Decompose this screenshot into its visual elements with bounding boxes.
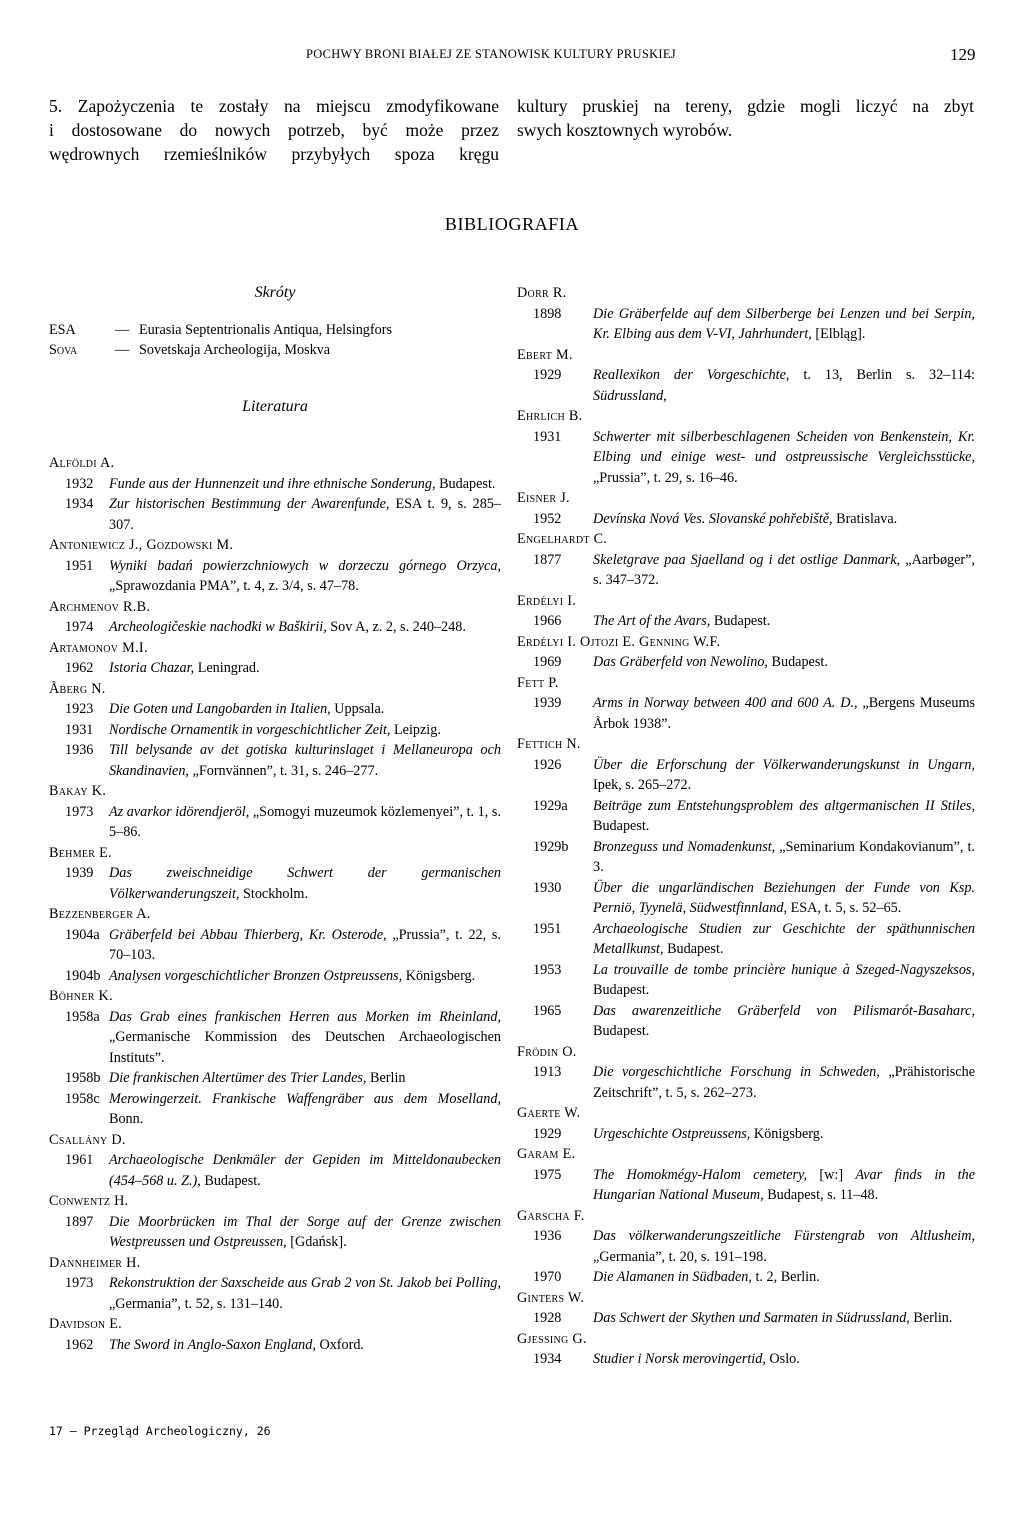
- entry-publication: „Germania”, t. 20, s. 191–198.: [593, 1248, 767, 1265]
- section-title: BIBLIOGRAFIA: [444, 214, 580, 234]
- entry-text: [109, 720, 501, 741]
- entry-text: [593, 693, 975, 734]
- entry-text: [593, 1267, 975, 1288]
- abbreviation-row: [49, 320, 501, 341]
- bibliography-entry: [49, 658, 501, 679]
- entry-author: Engelhardt C.: [517, 531, 608, 547]
- bibliography-entry: [517, 1062, 975, 1103]
- entry-author: Csallány D.: [49, 1131, 126, 1148]
- entry-publication: Budapest.: [771, 654, 828, 670]
- entry-year: 1961: [65, 1152, 94, 1168]
- entry-year: 1958c: [65, 1090, 100, 1107]
- entry-author: Ehrlich B.: [517, 408, 583, 424]
- entry-author: Garscha F.: [517, 1207, 585, 1224]
- entry-publication: Ipek, s. 265–272.: [593, 777, 692, 793]
- entry-year: 1969: [533, 654, 562, 670]
- entry-text: [109, 658, 501, 679]
- entry-publication: Sov A, z. 2, s. 240–248.: [330, 619, 466, 635]
- bibliography-entry: [517, 960, 975, 1001]
- entry-year: 1904b: [65, 967, 101, 984]
- entry-publication: t. 13, Berlin s. 32–114:: [803, 367, 975, 383]
- bibliography-entry: [49, 740, 501, 781]
- entry-publication: Bonn.: [109, 1111, 144, 1127]
- entry-year: 1930: [533, 879, 562, 896]
- entry-title: Über die ungarländischen Beziehungen der Funde von Ksp. Perniö, Tyynelä, Südwestfinnland,: [593, 879, 975, 916]
- bibliography-entry: [49, 474, 501, 495]
- entry-text: [109, 863, 501, 904]
- entry-text: [109, 1273, 501, 1314]
- entry-author: Alföldi A.: [49, 455, 115, 471]
- entry-publication: „Prussia”, t. 22, s. 70–103.: [109, 926, 501, 963]
- entry-title: Beiträge zum Entstehungsproblem des altgermanischen II Stiles,: [593, 797, 975, 814]
- entry-text: [109, 966, 501, 987]
- entry-year: 1951: [65, 557, 94, 574]
- entry-publication: Budapest.: [593, 982, 650, 998]
- entry-year: 1904a: [65, 926, 100, 943]
- bibliography-entry: [49, 1212, 501, 1253]
- bibliography-entry: [517, 365, 975, 406]
- entry-year: 1932: [65, 475, 94, 492]
- right-entry-list: [517, 283, 975, 1370]
- entry-author: Artamonov M.I.: [49, 639, 148, 656]
- entry-title: Archaeologische Studien zur Geschichte der späthunnischen Metallkunst,: [593, 920, 975, 957]
- entry-publication: Oxford.: [319, 1336, 364, 1353]
- entry-title: Die frankischen Altertümer des Trier Landes,: [109, 1070, 367, 1086]
- bibliography-entry: [517, 611, 975, 632]
- bibliography-entry: [517, 1124, 975, 1145]
- entry-author: Garam E.: [517, 1146, 576, 1162]
- entry-title: Das awarenzeitliche Gräberfeld von Pilismarót-Basaharc,: [593, 1002, 975, 1019]
- abbreviation-text: Sovetskaja Archeologija, Moskva: [139, 342, 331, 358]
- entry-author: Ebert M.: [517, 346, 573, 363]
- abbreviation-dash: —: [115, 342, 130, 358]
- entry-year: 1973: [65, 1275, 94, 1291]
- bibliography-entry: [49, 1068, 501, 1089]
- entry-publication: Uppsala.: [334, 701, 385, 717]
- entry-title: Devínska Nová Ves. Slovanské pohřebiště,: [593, 510, 833, 527]
- entry-author: Fett P.: [517, 674, 559, 691]
- entry-publication: [Elbląg].: [815, 326, 866, 342]
- entry-year: 1898: [533, 305, 562, 322]
- entry-year: 1929: [533, 1125, 562, 1142]
- entry-year: 1958a: [65, 1008, 100, 1025]
- entry-text: [109, 494, 501, 535]
- entry-publication: [w:]: [819, 1166, 856, 1183]
- entry-text: [109, 699, 501, 720]
- entry-publication: Leipzig.: [394, 721, 441, 738]
- entry-publication: „Fornvännen”, t. 31, s. 246–277.: [192, 762, 379, 779]
- entry-title: Das Gräberfeld von Newolino,: [593, 654, 768, 670]
- entry-publication: Stockholm.: [242, 885, 309, 902]
- bibliography-entry: [517, 693, 975, 734]
- entry-text: [593, 1001, 975, 1042]
- entry-publication: t. 2, Berlin.: [755, 1269, 820, 1285]
- entry-title: Die Gräberfelde auf dem Silberberge bei Lenzen und bei Serpin, Kr. Elbing aus dem V-VI, Jahrhundert,: [593, 305, 975, 342]
- entry-text: [593, 550, 975, 591]
- entry-author: Dannheimer H.: [49, 1254, 141, 1271]
- entry-title: Wyniki badań powierzchniowych w dorzeczu górnego Orzyca,: [109, 557, 501, 574]
- entry-title: Zur historischen Bestimmung der Awarenfunde,: [109, 496, 390, 512]
- bibliography-entry: [517, 1267, 975, 1288]
- bibliography-entry: [49, 699, 501, 720]
- entry-title: Nordische Ornamentik in vorgeschichtlicher Zeit,: [109, 721, 391, 738]
- entry-text: [593, 1226, 975, 1267]
- bibliography-entry: [49, 802, 501, 843]
- entry-title: Über die Erforschung der Völkerwanderungskunst in Ungarn,: [593, 756, 975, 773]
- bibliography-entry: [517, 1349, 975, 1370]
- entry-title: The Homokmégy-Halom cemetery,: [593, 1166, 808, 1183]
- entry-title: The Art of the Avars,: [593, 613, 711, 629]
- entry-year: 1939: [533, 695, 562, 711]
- entry-title: Till belysande av det gotiska kulturinslaget i Mellaneuropa och Skandinavien,: [109, 742, 501, 779]
- entry-publication: Königsberg.: [405, 967, 476, 984]
- entry-author: Fettich N.: [517, 736, 581, 752]
- entry-year: 1923: [65, 701, 94, 717]
- entry-publication: „Bergens Museums Årbok 1938”.: [593, 695, 976, 732]
- entry-year: 1953: [533, 961, 562, 978]
- bibliography-entry: [49, 925, 501, 966]
- entry-publication: „Prähistorische Zeitschrift”, t. 5, s. 262–273.: [593, 1064, 975, 1101]
- entry-title: Analysen vorgeschichtlicher Bronzen Ostpreussens,: [109, 967, 403, 984]
- note-left: [49, 94, 499, 166]
- entry-year: 1952: [533, 510, 562, 527]
- entry-year: 1929b: [533, 838, 569, 855]
- bibliography-entry: [49, 1089, 501, 1130]
- entry-title: Reallexikon der Vorgeschichte,: [593, 367, 790, 383]
- note-line: swych kosztownych wyrobów.: [517, 120, 733, 140]
- entry-title: Archaeologische Denkmäler der Gepiden im Mitteldonaubecken (454–568 u. Z.),: [109, 1152, 501, 1189]
- entry-publication: Budapest.: [593, 1023, 650, 1039]
- entry-title: Urgeschichte Ostpreussens,: [593, 1125, 751, 1142]
- entry-year: 1934: [533, 1351, 562, 1367]
- entry-author: Eisner J.: [517, 490, 570, 506]
- entry-publication: „Seminarium Kondakovianum”, t. 3.: [593, 838, 975, 875]
- entry-author: Conwentz H.: [49, 1193, 129, 1209]
- bibliography-entry: [49, 1007, 501, 1069]
- entry-text: [593, 304, 975, 345]
- bibliography-entry: [517, 919, 975, 960]
- bibliography-entry: [49, 494, 501, 535]
- entry-text: [109, 1089, 501, 1130]
- skroty-heading: Skróty: [254, 284, 296, 301]
- entry-year: 1973: [65, 803, 94, 820]
- entry-publication: Leningrad.: [197, 660, 260, 676]
- bibliography-entry: [49, 617, 501, 638]
- entry-publication-secondary: Budapest, s. 11–48.: [767, 1187, 879, 1203]
- entry-text: [109, 1150, 501, 1191]
- entry-year: 1929a: [533, 797, 568, 814]
- entry-text: [593, 919, 975, 960]
- entry-title-secondary: Avar finds in the Hungarian National Museum,: [593, 1166, 975, 1203]
- entry-text: [109, 556, 501, 597]
- entry-year: 1936: [533, 1228, 562, 1244]
- entry-publication: [Gdańsk].: [290, 1234, 347, 1250]
- entry-year: 1936: [65, 742, 94, 758]
- entry-text: [593, 837, 975, 878]
- literatura-heading: Literatura: [242, 397, 308, 415]
- entry-text: [593, 427, 975, 489]
- bibliography-entry: [517, 755, 975, 796]
- entry-title: Bronzeguss und Nomadenkunst,: [593, 838, 776, 855]
- entry-text: [109, 1212, 501, 1253]
- entry-year: 1931: [533, 428, 562, 445]
- entry-publication: Budapest.: [204, 1172, 261, 1189]
- bibliography-entry: [517, 1165, 975, 1206]
- abbreviation: ESA: [49, 321, 76, 338]
- entry-publication: Budapest.: [439, 475, 496, 492]
- entry-publication: Berlin.: [913, 1310, 953, 1326]
- entry-publication: ESA t. 9, s. 285–307.: [109, 496, 501, 533]
- entry-title: Das völkerwanderungszeitliche Fürstengrab von Altlusheim,: [593, 1228, 975, 1244]
- entry-text: [593, 1165, 975, 1206]
- entry-title: Das Grab eines frankischen Herren aus Morken im Rheinland,: [109, 1008, 501, 1025]
- bibliography-entry: [517, 796, 975, 837]
- entry-text: [593, 796, 975, 837]
- bibliography-entry: [49, 966, 501, 987]
- entry-text: [109, 1007, 501, 1069]
- entry-author: Böhner K.: [49, 988, 113, 1004]
- bibliography-entry: [49, 863, 501, 904]
- entry-author: Erdélyi I. Ojtozi E. Genning W.F.: [517, 633, 721, 650]
- entry-author: Gaerte W.: [517, 1105, 581, 1121]
- entry-publication: Königsberg.: [753, 1125, 824, 1142]
- left-entry-list: [49, 453, 501, 1355]
- entry-year: 1913: [533, 1064, 562, 1080]
- entry-year: 1928: [533, 1310, 562, 1326]
- entry-author: Behmer E.: [49, 844, 112, 861]
- entry-text: [593, 878, 975, 919]
- bibliography-entry: [49, 1150, 501, 1191]
- entry-author: Åberg N.: [49, 680, 106, 697]
- bibliography-entry: [517, 509, 975, 530]
- entry-title: Arms in Norway between 400 and 600 A. D.,: [593, 695, 858, 711]
- entry-publication: Bratislava.: [836, 510, 898, 527]
- entry-author: Archmenov R.B.: [49, 598, 151, 615]
- entry-text: [593, 652, 975, 673]
- entry-publication: „Prussia”, t. 29, s. 16–46.: [593, 469, 738, 486]
- entry-title: Gräberfeld bei Abbau Thierberg, Kr. Osterode,: [109, 926, 387, 943]
- bibliography-entry: [49, 720, 501, 741]
- entry-author: Davidson E.: [49, 1316, 123, 1332]
- note-line: i dostosowane do nowych potrzeb, być może przez: [49, 120, 499, 140]
- entry-author: Gjessing G.: [517, 1330, 587, 1347]
- entry-title: Schwerter mit silberbeschlagenen Scheiden von Benkenstein, Kr. Elbing und einige west- und ostpreussische Vergleichsstücke,: [593, 428, 975, 465]
- entry-author: Dorr R.: [517, 285, 567, 301]
- abbreviation-row: [49, 340, 501, 361]
- entry-text: [593, 509, 975, 530]
- entry-publication: „Sprawozdania PMA”, t. 4, z. 3/4, s. 47–78.: [109, 578, 359, 594]
- entry-year: 1962: [65, 660, 94, 676]
- entry-title: Istoria Chazar,: [109, 660, 195, 676]
- entry-publication: Budapest.: [593, 818, 650, 834]
- bibliography-entry: [49, 1273, 501, 1314]
- bibliography-entry: [517, 304, 975, 345]
- entry-text: [593, 365, 975, 406]
- entry-publication: Budapest.: [667, 941, 724, 957]
- bibliography-entry: [517, 837, 975, 878]
- bibliography-entry: [517, 1226, 975, 1267]
- entry-title: Studier i Norsk merovingertid,: [593, 1351, 766, 1367]
- note-line: kultury pruskiej na tereny, gdzie mogli liczyć na zbyt: [517, 96, 974, 116]
- entry-author: Ginters W.: [517, 1289, 585, 1306]
- page-footer: 17 — Przegląd Archeologiczny, 26: [49, 1424, 271, 1438]
- entry-title: Funde aus der Hunnenzeit und ihre ethnische Sonderung,: [109, 475, 436, 492]
- entry-title: Rekonstruktion der Saxscheide aus Grab 2 von St. Jakob bei Polling,: [109, 1275, 501, 1291]
- entry-title: Az avarkor idörendjeröl,: [109, 803, 250, 820]
- entry-text: [109, 474, 501, 495]
- entry-publication: „Somogyi muzeumok közlemenyei”, t. 1, s. 5–86.: [109, 803, 501, 840]
- entry-year: 1962: [65, 1336, 94, 1353]
- bibliography-entry: [517, 550, 975, 591]
- entry-publication: „Aarbøger”, s. 347–372.: [593, 551, 975, 588]
- entry-text: [593, 755, 975, 796]
- entry-title: Merowingerzeit. Frankische Waffengräber aus dem Moselland,: [109, 1090, 501, 1107]
- entry-title: Die vorgeschichtliche Forschung in Schweden,: [593, 1064, 880, 1080]
- page-number: 129: [950, 45, 976, 64]
- entry-title: La trouvaille de tombe princière hunique à Szeged-Nagyszeksos,: [593, 961, 975, 978]
- bibliography-left-column: [49, 283, 501, 1355]
- abbreviation-dash: —: [115, 321, 130, 338]
- entry-title: Archeologičeskie nachodki w Baškirii,: [109, 619, 327, 635]
- entry-year: 1970: [533, 1269, 562, 1285]
- entry-year: 1931: [65, 721, 94, 738]
- abbreviation: Sova: [49, 342, 78, 358]
- entry-title: Skeletgrave paa Sjaelland og i det ostlige Danmark,: [593, 551, 901, 568]
- entry-text: [593, 1308, 975, 1329]
- entry-text: [593, 611, 975, 632]
- bibliography-entry: [517, 1308, 975, 1329]
- entry-text: [109, 740, 501, 781]
- entry-year: 1926: [533, 756, 562, 773]
- bibliography-entry: [49, 1335, 501, 1356]
- bibliography-entry: [517, 1001, 975, 1042]
- entry-text: [109, 802, 501, 843]
- entry-publication: Berlin: [370, 1070, 406, 1086]
- entry-title: The Sword in Anglo-Saxon England,: [109, 1336, 316, 1353]
- entry-text: [109, 1068, 501, 1089]
- note-line: wędrownych rzemieślników przybyłych spoza kręgu: [49, 144, 499, 164]
- bibliography-entry: [517, 427, 975, 489]
- entry-text: [109, 1335, 501, 1356]
- bibliography-entry: [517, 652, 975, 673]
- entry-text: [593, 1349, 975, 1370]
- entry-year: 1974: [65, 619, 94, 635]
- entry-publication: „Germania”, t. 52, s. 131–140.: [109, 1295, 283, 1312]
- entry-year: 1975: [533, 1166, 562, 1183]
- note-line: 5. Zapożyczenia te zostały na miejscu zmodyfikowane: [49, 96, 499, 116]
- entry-year: 1939: [65, 865, 94, 881]
- entry-publication: Budapest.: [713, 613, 771, 629]
- entry-year: 1958b: [65, 1070, 101, 1086]
- entry-year: 1877: [533, 551, 562, 568]
- entry-year: 1965: [533, 1002, 562, 1019]
- note-right: [517, 94, 974, 142]
- entry-author: Bezzenberger A.: [49, 906, 151, 922]
- entry-year: 1929: [533, 367, 562, 383]
- entry-author: Bakay K.: [49, 783, 107, 799]
- entry-text: [593, 1124, 975, 1145]
- entry-publication: ESA, t. 5, s. 52–65.: [790, 900, 902, 916]
- entry-title: Das Schwert der Skythen und Sarmaten in Südrussland,: [593, 1310, 910, 1326]
- entry-year: 1897: [65, 1213, 94, 1230]
- running-title: POCHWY BRONI BIAŁEJ ZE STANOWISK KULTURY PRUSKIEJ: [306, 47, 676, 61]
- entry-author: Frödin O.: [517, 1043, 577, 1060]
- entry-year: 1951: [533, 920, 562, 937]
- entry-author: Antoniewicz J., Gozdowski M.: [49, 537, 234, 553]
- entry-title: Die Moorbrücken im Thal der Sorge auf der Grenze zwischen Westpreussen und Ostpreussen,: [109, 1213, 501, 1250]
- entry-tail: Südrussland,: [593, 387, 667, 404]
- entry-title: Die Alamanen in Südbaden,: [593, 1269, 752, 1285]
- entry-author: Erdélyi I.: [517, 592, 577, 609]
- entry-publication: „Germanische Kommission des Deutschen Archaeologischen Instituts”.: [109, 1029, 501, 1066]
- entry-year: 1966: [533, 613, 562, 629]
- entry-title: Die Goten und Langobarden in Italien,: [109, 701, 331, 717]
- entry-text: [109, 925, 501, 966]
- entry-title: Das zweischneidige Schwert der germanischen Völkerwanderungszeit,: [109, 865, 501, 902]
- bibliography-right-column: [517, 283, 975, 1370]
- entry-publication: Oslo.: [769, 1351, 800, 1367]
- entry-text: [109, 617, 501, 638]
- entry-year: 1934: [65, 496, 94, 512]
- entry-text: [593, 960, 975, 1001]
- entry-text: [593, 1062, 975, 1103]
- bibliography-entry: [517, 878, 975, 919]
- bibliography-entry: [49, 556, 501, 597]
- abbreviation-text: Eurasia Septentrionalis Antiqua, Helsingfors: [139, 321, 392, 338]
